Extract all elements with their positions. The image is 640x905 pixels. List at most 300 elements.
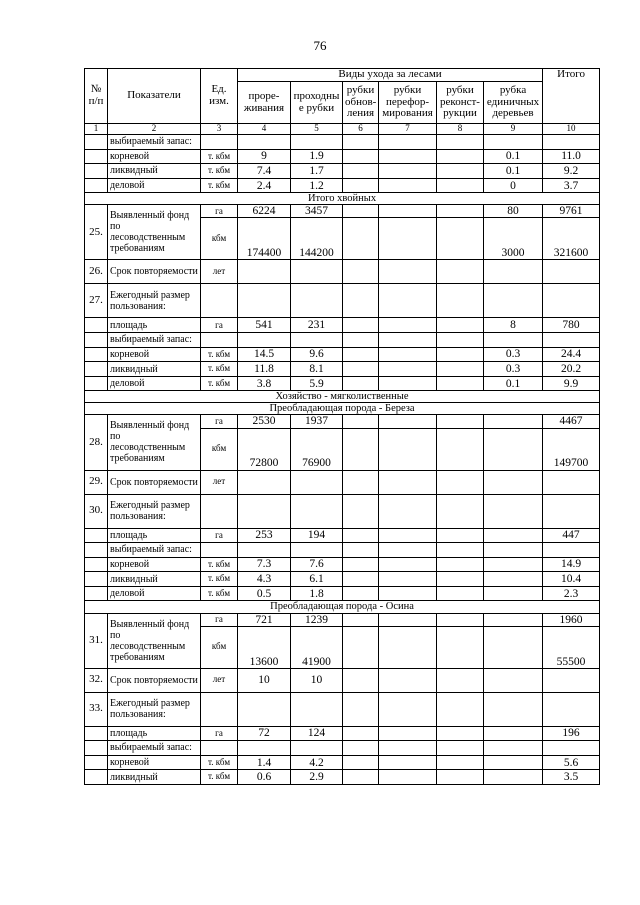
value-cell <box>437 164 484 179</box>
value-cell: 3.8 <box>238 376 291 391</box>
value-cell: 196 <box>543 726 600 741</box>
value-cell <box>238 692 291 726</box>
unit-cell <box>201 543 238 558</box>
value-cell: 14.5 <box>238 347 291 362</box>
value-cell <box>379 178 437 193</box>
indicator-label: площадь <box>108 726 201 741</box>
table-row <box>85 692 600 726</box>
value-cell <box>343 333 379 348</box>
indicator-label: Срок повторяемости <box>108 470 201 494</box>
value-cell <box>437 149 484 164</box>
value-cell: 7.6 <box>291 557 343 572</box>
value-cell <box>437 668 484 692</box>
table-row <box>85 668 600 692</box>
value-cell <box>484 741 543 756</box>
value-cell <box>343 726 379 741</box>
indicator-label: площадь <box>108 318 201 333</box>
indicator-label: выбираемый запас: <box>108 741 201 756</box>
value-cell <box>484 668 543 692</box>
unit-cell <box>201 284 238 318</box>
value-cell <box>343 770 379 785</box>
unit-cell: т. кбм <box>201 347 238 362</box>
value-cell: 3457 <box>291 205 343 218</box>
table-row <box>85 543 600 558</box>
indicator-label: Выявленный фонд по лесоводственным требованиям <box>108 613 201 668</box>
value-cell <box>379 572 437 587</box>
table-row <box>85 572 600 587</box>
unit-cell <box>201 741 238 756</box>
value-cell <box>379 770 437 785</box>
value-cell <box>379 741 437 756</box>
value-cell <box>343 668 379 692</box>
value-cell <box>543 494 600 528</box>
row-number <box>85 164 108 179</box>
value-cell <box>437 415 484 428</box>
value-cell: 13600 <box>238 626 291 668</box>
row-number: 32. <box>85 668 108 692</box>
indicator-label: выбираемый запас: <box>108 135 201 150</box>
value-cell <box>343 318 379 333</box>
row-number <box>85 149 108 164</box>
unit-cell: т. кбм <box>201 755 238 770</box>
value-cell <box>343 613 379 626</box>
value-cell: 4467 <box>543 415 600 428</box>
table-header <box>85 69 600 135</box>
value-cell: 9 <box>238 149 291 164</box>
value-cell <box>343 543 379 558</box>
col-number: 8 <box>437 124 484 135</box>
value-cell: 7.4 <box>238 164 291 179</box>
row-number <box>85 135 108 150</box>
value-cell <box>437 692 484 726</box>
row-number: 30. <box>85 494 108 528</box>
value-cell <box>291 494 343 528</box>
unit-cell <box>201 494 238 528</box>
value-cell <box>238 470 291 494</box>
row-number <box>85 528 108 543</box>
value-cell <box>437 205 484 218</box>
value-cell <box>437 333 484 348</box>
col-number: 7 <box>379 124 437 135</box>
fund-row <box>85 205 600 218</box>
col-number: 3 <box>201 124 238 135</box>
value-cell <box>343 260 379 284</box>
value-cell: 72800 <box>238 428 291 470</box>
value-cell: 174400 <box>238 218 291 260</box>
value-cell: 20.2 <box>543 362 600 377</box>
value-cell <box>379 668 437 692</box>
value-cell <box>343 205 379 218</box>
row-number <box>85 726 108 741</box>
fund-row <box>85 415 600 428</box>
value-cell: 231 <box>291 318 343 333</box>
value-cell <box>484 755 543 770</box>
value-cell: 149700 <box>543 428 600 470</box>
unit-cell: кбм <box>201 428 238 470</box>
value-cell <box>543 284 600 318</box>
unit-cell: кбм <box>201 626 238 668</box>
indicator-label: Ежегодный размер пользования: <box>108 692 201 726</box>
value-cell: 5.6 <box>543 755 600 770</box>
section-title: Хозяйство - мягколиственные <box>85 391 600 403</box>
unit-cell <box>201 692 238 726</box>
value-cell: 2530 <box>238 415 291 428</box>
value-cell <box>437 528 484 543</box>
value-cell <box>379 613 437 626</box>
value-cell <box>543 333 600 348</box>
indicator-label: Ежегодный размер пользования: <box>108 494 201 528</box>
indicator-label: ликвидный <box>108 362 201 377</box>
value-cell: 10.4 <box>543 572 600 587</box>
value-cell <box>484 333 543 348</box>
table-row <box>85 178 600 193</box>
value-cell <box>343 149 379 164</box>
value-cell <box>543 470 600 494</box>
value-cell <box>543 135 600 150</box>
value-cell <box>379 557 437 572</box>
unit-cell: га <box>201 415 238 428</box>
value-cell <box>543 260 600 284</box>
value-cell <box>437 770 484 785</box>
value-cell: 3000 <box>484 218 543 260</box>
value-cell <box>484 726 543 741</box>
unit-cell: т. кбм <box>201 164 238 179</box>
table-row <box>85 164 600 179</box>
table-row <box>85 149 600 164</box>
value-cell <box>291 741 343 756</box>
unit-cell: га <box>201 613 238 626</box>
value-cell <box>379 260 437 284</box>
value-cell: 0.1 <box>484 376 543 391</box>
value-cell: 1937 <box>291 415 343 428</box>
value-cell <box>379 218 437 260</box>
value-cell <box>437 557 484 572</box>
value-cell: 76900 <box>291 428 343 470</box>
row-number <box>85 543 108 558</box>
value-cell <box>291 543 343 558</box>
row-number: 33. <box>85 692 108 726</box>
value-cell <box>437 260 484 284</box>
fund-row <box>85 613 600 626</box>
header-col-thinning: проре- живания <box>238 82 291 124</box>
table-row <box>85 347 600 362</box>
value-cell <box>379 626 437 668</box>
value-cell <box>343 755 379 770</box>
indicator-label: Срок повторяемости <box>108 260 201 284</box>
value-cell <box>484 415 543 428</box>
indicator-label: Выявленный фонд по лесоводственным требованиям <box>108 205 201 260</box>
value-cell <box>379 205 437 218</box>
value-cell <box>343 135 379 150</box>
value-cell <box>238 494 291 528</box>
table-row <box>85 333 600 348</box>
value-cell <box>437 543 484 558</box>
unit-cell: га <box>201 205 238 218</box>
row-number <box>85 586 108 601</box>
value-cell <box>379 543 437 558</box>
value-cell <box>291 284 343 318</box>
value-cell: 72 <box>238 726 291 741</box>
value-cell <box>291 135 343 150</box>
value-cell <box>343 528 379 543</box>
value-cell: 0.3 <box>484 347 543 362</box>
unit-cell: лет <box>201 470 238 494</box>
value-cell: 5.9 <box>291 376 343 391</box>
value-cell: 14.9 <box>543 557 600 572</box>
header-col-single-trees: рубка единичных деревьев <box>484 82 543 124</box>
row-number <box>85 178 108 193</box>
header-col-renewal: рубки обнов- ления <box>343 82 379 124</box>
table-row <box>85 494 600 528</box>
header-unit: Ед. изм. <box>201 69 238 124</box>
value-cell <box>343 415 379 428</box>
col-number: 2 <box>108 124 201 135</box>
value-cell <box>484 528 543 543</box>
col-number: 9 <box>484 124 543 135</box>
value-cell <box>437 428 484 470</box>
unit-cell: т. кбм <box>201 362 238 377</box>
value-cell <box>437 741 484 756</box>
value-cell <box>291 333 343 348</box>
header-col-reconstruction: рубки реконст- рукции <box>437 82 484 124</box>
indicator-label: корневой <box>108 755 201 770</box>
indicator-label: выбираемый запас: <box>108 543 201 558</box>
value-cell <box>437 347 484 362</box>
value-cell <box>379 528 437 543</box>
value-cell <box>484 692 543 726</box>
value-cell: 253 <box>238 528 291 543</box>
value-cell <box>484 428 543 470</box>
value-cell <box>343 347 379 362</box>
value-cell <box>343 362 379 377</box>
value-cell: 721 <box>238 613 291 626</box>
value-cell <box>379 333 437 348</box>
row-number <box>85 557 108 572</box>
header-indicators: Показатели <box>108 69 201 124</box>
indicator-label: ликвидный <box>108 770 201 785</box>
value-cell <box>484 613 543 626</box>
table-row <box>85 755 600 770</box>
value-cell <box>238 741 291 756</box>
row-number <box>85 333 108 348</box>
value-cell <box>543 741 600 756</box>
row-number <box>85 362 108 377</box>
indicator-label: Ежегодный размер пользования: <box>108 284 201 318</box>
value-cell <box>484 543 543 558</box>
column-numbers-row <box>85 124 600 135</box>
value-cell <box>379 726 437 741</box>
unit-cell: га <box>201 318 238 333</box>
table-row <box>85 586 600 601</box>
section-row <box>85 391 600 403</box>
forest-care-table <box>84 68 600 785</box>
value-cell <box>238 543 291 558</box>
value-cell: 2.9 <box>291 770 343 785</box>
value-cell <box>379 376 437 391</box>
col-number: 1 <box>85 124 108 135</box>
unit-cell: лет <box>201 260 238 284</box>
value-cell: 3.7 <box>543 178 600 193</box>
value-cell: 194 <box>291 528 343 543</box>
value-cell: 1.2 <box>291 178 343 193</box>
indicator-label: деловой <box>108 586 201 601</box>
header-care-types: Виды ухода за лесами <box>238 69 543 82</box>
indicator-label: корневой <box>108 347 201 362</box>
value-cell: 3.5 <box>543 770 600 785</box>
header-no: № п/п <box>85 69 108 124</box>
value-cell: 0.1 <box>484 164 543 179</box>
indicator-label: площадь <box>108 528 201 543</box>
value-cell <box>379 347 437 362</box>
value-cell: 41900 <box>291 626 343 668</box>
unit-cell: га <box>201 726 238 741</box>
value-cell <box>484 135 543 150</box>
table-row <box>85 135 600 150</box>
value-cell: 0.5 <box>238 586 291 601</box>
section-row <box>85 403 600 415</box>
value-cell <box>437 218 484 260</box>
unit-cell: лет <box>201 668 238 692</box>
header-col-passage: проходны е рубки <box>291 82 343 124</box>
value-cell <box>484 494 543 528</box>
row-number <box>85 318 108 333</box>
value-cell: 1.4 <box>238 755 291 770</box>
value-cell <box>484 284 543 318</box>
col-number: 6 <box>343 124 379 135</box>
unit-cell: т. кбм <box>201 557 238 572</box>
value-cell <box>379 164 437 179</box>
indicator-label: корневой <box>108 557 201 572</box>
value-cell <box>484 626 543 668</box>
value-cell <box>379 149 437 164</box>
value-cell <box>343 586 379 601</box>
value-cell: 321600 <box>543 218 600 260</box>
unit-cell: т. кбм <box>201 572 238 587</box>
value-cell <box>437 572 484 587</box>
value-cell: 780 <box>543 318 600 333</box>
value-cell <box>291 692 343 726</box>
indicator-label: выбираемый запас: <box>108 333 201 348</box>
indicator-label: ликвидный <box>108 572 201 587</box>
row-number <box>85 755 108 770</box>
table-row <box>85 557 600 572</box>
value-cell: 11.0 <box>543 149 600 164</box>
row-number <box>85 347 108 362</box>
value-cell <box>238 135 291 150</box>
section-title: Преобладающая порода - Береза <box>85 403 600 415</box>
indicator-label: деловой <box>108 376 201 391</box>
value-cell <box>379 318 437 333</box>
value-cell: 4.2 <box>291 755 343 770</box>
col-number: 10 <box>543 124 600 135</box>
value-cell: 8.1 <box>291 362 343 377</box>
value-cell <box>379 415 437 428</box>
section-title: Итого хвойных <box>85 193 600 205</box>
value-cell <box>379 692 437 726</box>
value-cell <box>343 494 379 528</box>
value-cell: 0.3 <box>484 362 543 377</box>
unit-cell: т. кбм <box>201 586 238 601</box>
value-cell: 10 <box>291 668 343 692</box>
value-cell <box>437 318 484 333</box>
value-cell <box>437 178 484 193</box>
row-number: 28. <box>85 415 108 470</box>
value-cell <box>379 755 437 770</box>
row-number: 27. <box>85 284 108 318</box>
value-cell: 447 <box>543 528 600 543</box>
value-cell <box>543 668 600 692</box>
indicator-label: корневой <box>108 149 201 164</box>
value-cell <box>343 376 379 391</box>
value-cell <box>437 362 484 377</box>
value-cell: 1.7 <box>291 164 343 179</box>
value-cell: 9761 <box>543 205 600 218</box>
value-cell <box>437 470 484 494</box>
unit-cell: га <box>201 528 238 543</box>
table-row <box>85 362 600 377</box>
col-number: 5 <box>291 124 343 135</box>
value-cell <box>343 470 379 494</box>
value-cell <box>543 543 600 558</box>
value-cell: 1.8 <box>291 586 343 601</box>
value-cell <box>238 284 291 318</box>
unit-cell: т. кбм <box>201 376 238 391</box>
value-cell: 2.3 <box>543 586 600 601</box>
value-cell <box>379 494 437 528</box>
value-cell: 0 <box>484 178 543 193</box>
value-cell <box>437 626 484 668</box>
unit-cell <box>201 333 238 348</box>
row-number <box>85 376 108 391</box>
indicator-label: Срок повторяемости <box>108 668 201 692</box>
table-row <box>85 318 600 333</box>
value-cell <box>484 557 543 572</box>
section-row <box>85 601 600 613</box>
value-cell <box>343 626 379 668</box>
indicator-label: Выявленный фонд по лесоводственным требованиям <box>108 415 201 470</box>
row-number: 29. <box>85 470 108 494</box>
value-cell <box>437 494 484 528</box>
table-row <box>85 284 600 318</box>
value-cell <box>484 470 543 494</box>
value-cell <box>379 362 437 377</box>
value-cell: 6.1 <box>291 572 343 587</box>
unit-cell: т. кбм <box>201 770 238 785</box>
unit-cell: кбм <box>201 218 238 260</box>
value-cell: 11.8 <box>238 362 291 377</box>
table-row <box>85 726 600 741</box>
value-cell <box>484 770 543 785</box>
value-cell: 24.4 <box>543 347 600 362</box>
header-col-reformation: рубки перефор- мирования <box>379 82 437 124</box>
unit-cell: т. кбм <box>201 178 238 193</box>
value-cell <box>437 376 484 391</box>
value-cell <box>343 557 379 572</box>
value-cell: 9.2 <box>543 164 600 179</box>
col-number: 4 <box>238 124 291 135</box>
value-cell <box>291 260 343 284</box>
value-cell <box>343 428 379 470</box>
table-body <box>85 135 600 785</box>
value-cell: 1239 <box>291 613 343 626</box>
value-cell: 4.3 <box>238 572 291 587</box>
row-number <box>85 770 108 785</box>
row-number <box>85 572 108 587</box>
value-cell <box>343 741 379 756</box>
value-cell <box>238 260 291 284</box>
value-cell: 8 <box>484 318 543 333</box>
value-cell <box>291 470 343 494</box>
